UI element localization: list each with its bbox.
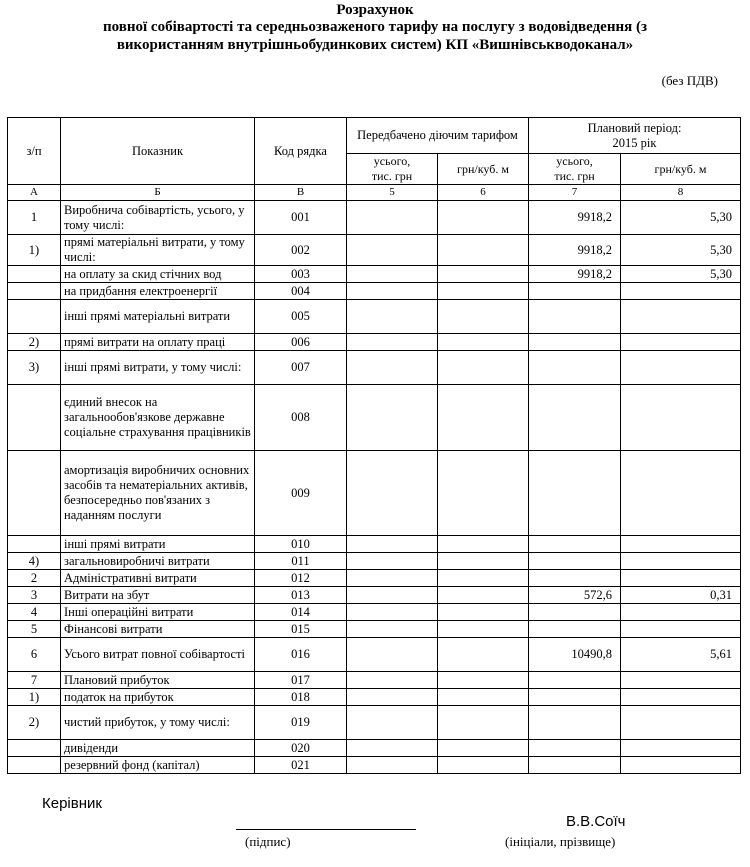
row-code: 004 [255, 283, 347, 300]
header-current-tariff: Передбачено діючим тарифом [347, 118, 529, 154]
row-planned-total [529, 604, 621, 621]
row-planned-total [529, 451, 621, 536]
row-number [8, 283, 61, 300]
table-row [8, 334, 741, 351]
header-current-total-line1: усього, [373, 154, 411, 168]
row-indicator: амортизація виробничих основних засобів та нематеріальних активів, безпосередньо пов'язаних з наданням послуги [61, 451, 255, 536]
row-current-per-m3 [438, 638, 529, 672]
row-planned-per-m3 [621, 757, 741, 774]
header-planned-total-line2: тис. грн [554, 169, 595, 183]
row-current-per-m3 [438, 672, 529, 689]
row-planned-total [529, 351, 621, 385]
row-planned-per-m3 [621, 706, 741, 740]
row-current-per-m3 [438, 266, 529, 283]
header-planned-total [529, 154, 621, 185]
row-planned-total [529, 621, 621, 638]
row-planned-per-m3: 5,30 [621, 235, 741, 266]
row-number: 6 [8, 638, 61, 672]
row-planned-total [529, 757, 621, 774]
row-indicator: єдиний внесок на загальнообов'язкове державне соціальне страхування працівників [61, 385, 255, 451]
row-indicator: загальновиробничі витрати [61, 553, 255, 570]
row-current-total [347, 334, 438, 351]
row-current-total [347, 740, 438, 757]
row-current-total [347, 351, 438, 385]
row-planned-per-m3 [621, 553, 741, 570]
row-number: 7 [8, 672, 61, 689]
row-current-total [347, 283, 438, 300]
row-indicator: прямі витрати на оплату праці [61, 334, 255, 351]
row-planned-total [529, 689, 621, 706]
row-planned-per-m3 [621, 385, 741, 451]
row-current-per-m3 [438, 283, 529, 300]
row-planned-per-m3 [621, 570, 741, 587]
table-row [8, 587, 741, 604]
row-indicator: резервний фонд (капітал) [61, 757, 255, 774]
row-planned-total [529, 706, 621, 740]
row-current-total [347, 604, 438, 621]
header-planned-total-line1: усього, [556, 154, 593, 168]
signature-line [236, 829, 416, 830]
row-current-per-m3 [438, 740, 529, 757]
row-number: 2) [8, 334, 61, 351]
row-planned-total [529, 283, 621, 300]
row-current-per-m3 [438, 334, 529, 351]
column-letter: 6 [438, 185, 529, 201]
table-row [8, 201, 741, 235]
row-current-per-m3 [438, 385, 529, 451]
column-letter: А [8, 185, 61, 201]
row-planned-total [529, 672, 621, 689]
row-indicator: Усього витрат повної собівартості [61, 638, 255, 672]
row-current-total [347, 385, 438, 451]
table-row [8, 689, 741, 706]
row-current-total [347, 621, 438, 638]
row-current-total [347, 300, 438, 334]
table-row [8, 621, 741, 638]
row-number: 1 [8, 201, 61, 235]
row-indicator: чистий прибуток, у тому числі: [61, 706, 255, 740]
name-caption: (ініціали, прізвище) [505, 834, 616, 849]
signer-name: В.В.Соїч [566, 813, 626, 830]
row-planned-total [529, 385, 621, 451]
row-current-per-m3 [438, 604, 529, 621]
row-number [8, 536, 61, 553]
row-planned-total: 10490,8 [529, 638, 621, 672]
row-number [8, 266, 61, 283]
row-planned-per-m3 [621, 672, 741, 689]
row-current-total [347, 638, 438, 672]
row-code: 010 [255, 536, 347, 553]
row-indicator: Інші операційні витрати [61, 604, 255, 621]
row-current-per-m3 [438, 587, 529, 604]
row-planned-per-m3 [621, 604, 741, 621]
row-current-per-m3 [438, 351, 529, 385]
row-code: 005 [255, 300, 347, 334]
row-indicator: Плановий прибуток [61, 672, 255, 689]
row-indicator: Витрати на збут [61, 587, 255, 604]
table-row [8, 604, 741, 621]
header-planned-period [529, 118, 741, 154]
row-current-per-m3 [438, 689, 529, 706]
row-planned-per-m3 [621, 451, 741, 536]
row-current-total [347, 553, 438, 570]
row-number: 4 [8, 604, 61, 621]
row-code: 002 [255, 235, 347, 266]
row-number: 3) [8, 351, 61, 385]
column-letter: В [255, 185, 347, 201]
row-indicator: на оплату за скид стічних вод [61, 266, 255, 283]
table-row [8, 451, 741, 536]
row-code: 001 [255, 201, 347, 235]
row-current-total [347, 266, 438, 283]
row-current-total [347, 587, 438, 604]
header-num: з/п [8, 118, 61, 185]
row-planned-total [529, 553, 621, 570]
row-planned-total: 572,6 [529, 587, 621, 604]
row-current-per-m3 [438, 757, 529, 774]
table-row [8, 672, 741, 689]
header-current-total [347, 154, 438, 185]
row-current-total [347, 536, 438, 553]
row-number: 1) [8, 235, 61, 266]
row-current-per-m3 [438, 536, 529, 553]
row-indicator: прямі матеріальні витрати, у тому числі: [61, 235, 255, 266]
header-planned-per-m3: грн/куб. м [621, 154, 741, 185]
row-planned-per-m3 [621, 283, 741, 300]
column-letter: Б [61, 185, 255, 201]
header-code: Код рядка [255, 118, 347, 185]
row-code: 008 [255, 385, 347, 451]
row-planned-total [529, 536, 621, 553]
row-code: 014 [255, 604, 347, 621]
row-planned-total [529, 334, 621, 351]
header-row-1 [8, 118, 741, 154]
header-indicator: Показник [61, 118, 255, 185]
row-indicator: на придбання електроенергії [61, 283, 255, 300]
row-number [8, 300, 61, 334]
row-code: 012 [255, 570, 347, 587]
row-planned-total [529, 570, 621, 587]
row-current-per-m3 [438, 201, 529, 235]
table-row [8, 638, 741, 672]
table-row [8, 283, 741, 300]
row-planned-per-m3 [621, 334, 741, 351]
column-letters-row [8, 185, 741, 201]
row-indicator: Виробнича собівартість, усього, у тому числі: [61, 201, 255, 235]
table-row [8, 351, 741, 385]
row-planned-total: 9918,2 [529, 266, 621, 283]
row-code: 003 [255, 266, 347, 283]
row-code: 006 [255, 334, 347, 351]
row-indicator: податок на прибуток [61, 689, 255, 706]
row-number: 4) [8, 553, 61, 570]
table-row [8, 740, 741, 757]
row-current-total [347, 235, 438, 266]
row-planned-per-m3 [621, 740, 741, 757]
row-planned-per-m3: 5,30 [621, 201, 741, 235]
row-number [8, 740, 61, 757]
row-code: 015 [255, 621, 347, 638]
table-row [8, 706, 741, 740]
row-current-total [347, 451, 438, 536]
cost-calculation-table [7, 117, 741, 774]
row-number: 2 [8, 570, 61, 587]
row-indicator: інші прямі витрати [61, 536, 255, 553]
row-code: 007 [255, 351, 347, 385]
row-number: 5 [8, 621, 61, 638]
row-current-total [347, 757, 438, 774]
signature-caption: (підпис) [245, 834, 291, 849]
row-current-total [347, 706, 438, 740]
table-row [8, 570, 741, 587]
row-number: 3 [8, 587, 61, 604]
header-current-per-m3: грн/куб. м [438, 154, 529, 185]
table-row [8, 300, 741, 334]
row-number: 1) [8, 689, 61, 706]
row-planned-per-m3 [621, 621, 741, 638]
document-subtitle-line-1: повної собівартості та середньозваженого тарифу на послугу з водовідведення (з [102, 19, 648, 35]
row-number: 2) [8, 706, 61, 740]
row-indicator: інші прямі витрати, у тому числі: [61, 351, 255, 385]
row-planned-per-m3 [621, 536, 741, 553]
row-planned-total [529, 740, 621, 757]
header-planned-line1: Плановий період: [587, 120, 682, 135]
table-row [8, 757, 741, 774]
row-code: 009 [255, 451, 347, 536]
row-code: 017 [255, 672, 347, 689]
row-planned-per-m3 [621, 689, 741, 706]
row-code: 013 [255, 587, 347, 604]
vat-note: (без ПДВ) [661, 73, 718, 88]
column-letter: 8 [621, 185, 741, 201]
row-code: 019 [255, 706, 347, 740]
row-indicator: дивіденди [61, 740, 255, 757]
row-planned-per-m3: 5,30 [621, 266, 741, 283]
row-code: 021 [255, 757, 347, 774]
row-current-total [347, 689, 438, 706]
document-title: Розрахунок [336, 2, 414, 18]
row-current-per-m3 [438, 621, 529, 638]
row-current-per-m3 [438, 235, 529, 266]
row-current-per-m3 [438, 553, 529, 570]
column-letter: 7 [529, 185, 621, 201]
row-code: 020 [255, 740, 347, 757]
table-row [8, 235, 741, 266]
row-current-per-m3 [438, 300, 529, 334]
row-number [8, 385, 61, 451]
signature-role: Керівник [42, 795, 102, 812]
row-indicator: Фінансові витрати [61, 621, 255, 638]
row-planned-per-m3: 0,31 [621, 587, 741, 604]
row-number [8, 451, 61, 536]
row-current-total [347, 570, 438, 587]
document-subtitle-line-2: використанням внутрішньобудинкових систем) КП «Вишнівськводоканал» [116, 37, 634, 53]
row-planned-per-m3: 5,61 [621, 638, 741, 672]
header-current-total-line2: тис. грн [371, 169, 413, 183]
row-planned-total [529, 300, 621, 334]
row-number [8, 757, 61, 774]
table-row [8, 536, 741, 553]
row-planned-total: 9918,2 [529, 201, 621, 235]
table-row [8, 553, 741, 570]
row-current-total [347, 201, 438, 235]
row-planned-per-m3 [621, 351, 741, 385]
header-planned-line2: 2015 рік [612, 135, 657, 150]
row-planned-per-m3 [621, 300, 741, 334]
row-code: 018 [255, 689, 347, 706]
row-planned-total: 9918,2 [529, 235, 621, 266]
row-indicator: Адміністративні витрати [61, 570, 255, 587]
row-code: 016 [255, 638, 347, 672]
table-row [8, 385, 741, 451]
row-current-per-m3 [438, 451, 529, 536]
column-letter: 5 [347, 185, 438, 201]
row-code: 011 [255, 553, 347, 570]
table-row [8, 266, 741, 283]
row-current-total [347, 672, 438, 689]
row-current-per-m3 [438, 570, 529, 587]
row-indicator: інші прямі матеріальні витрати [61, 300, 255, 334]
row-current-per-m3 [438, 706, 529, 740]
